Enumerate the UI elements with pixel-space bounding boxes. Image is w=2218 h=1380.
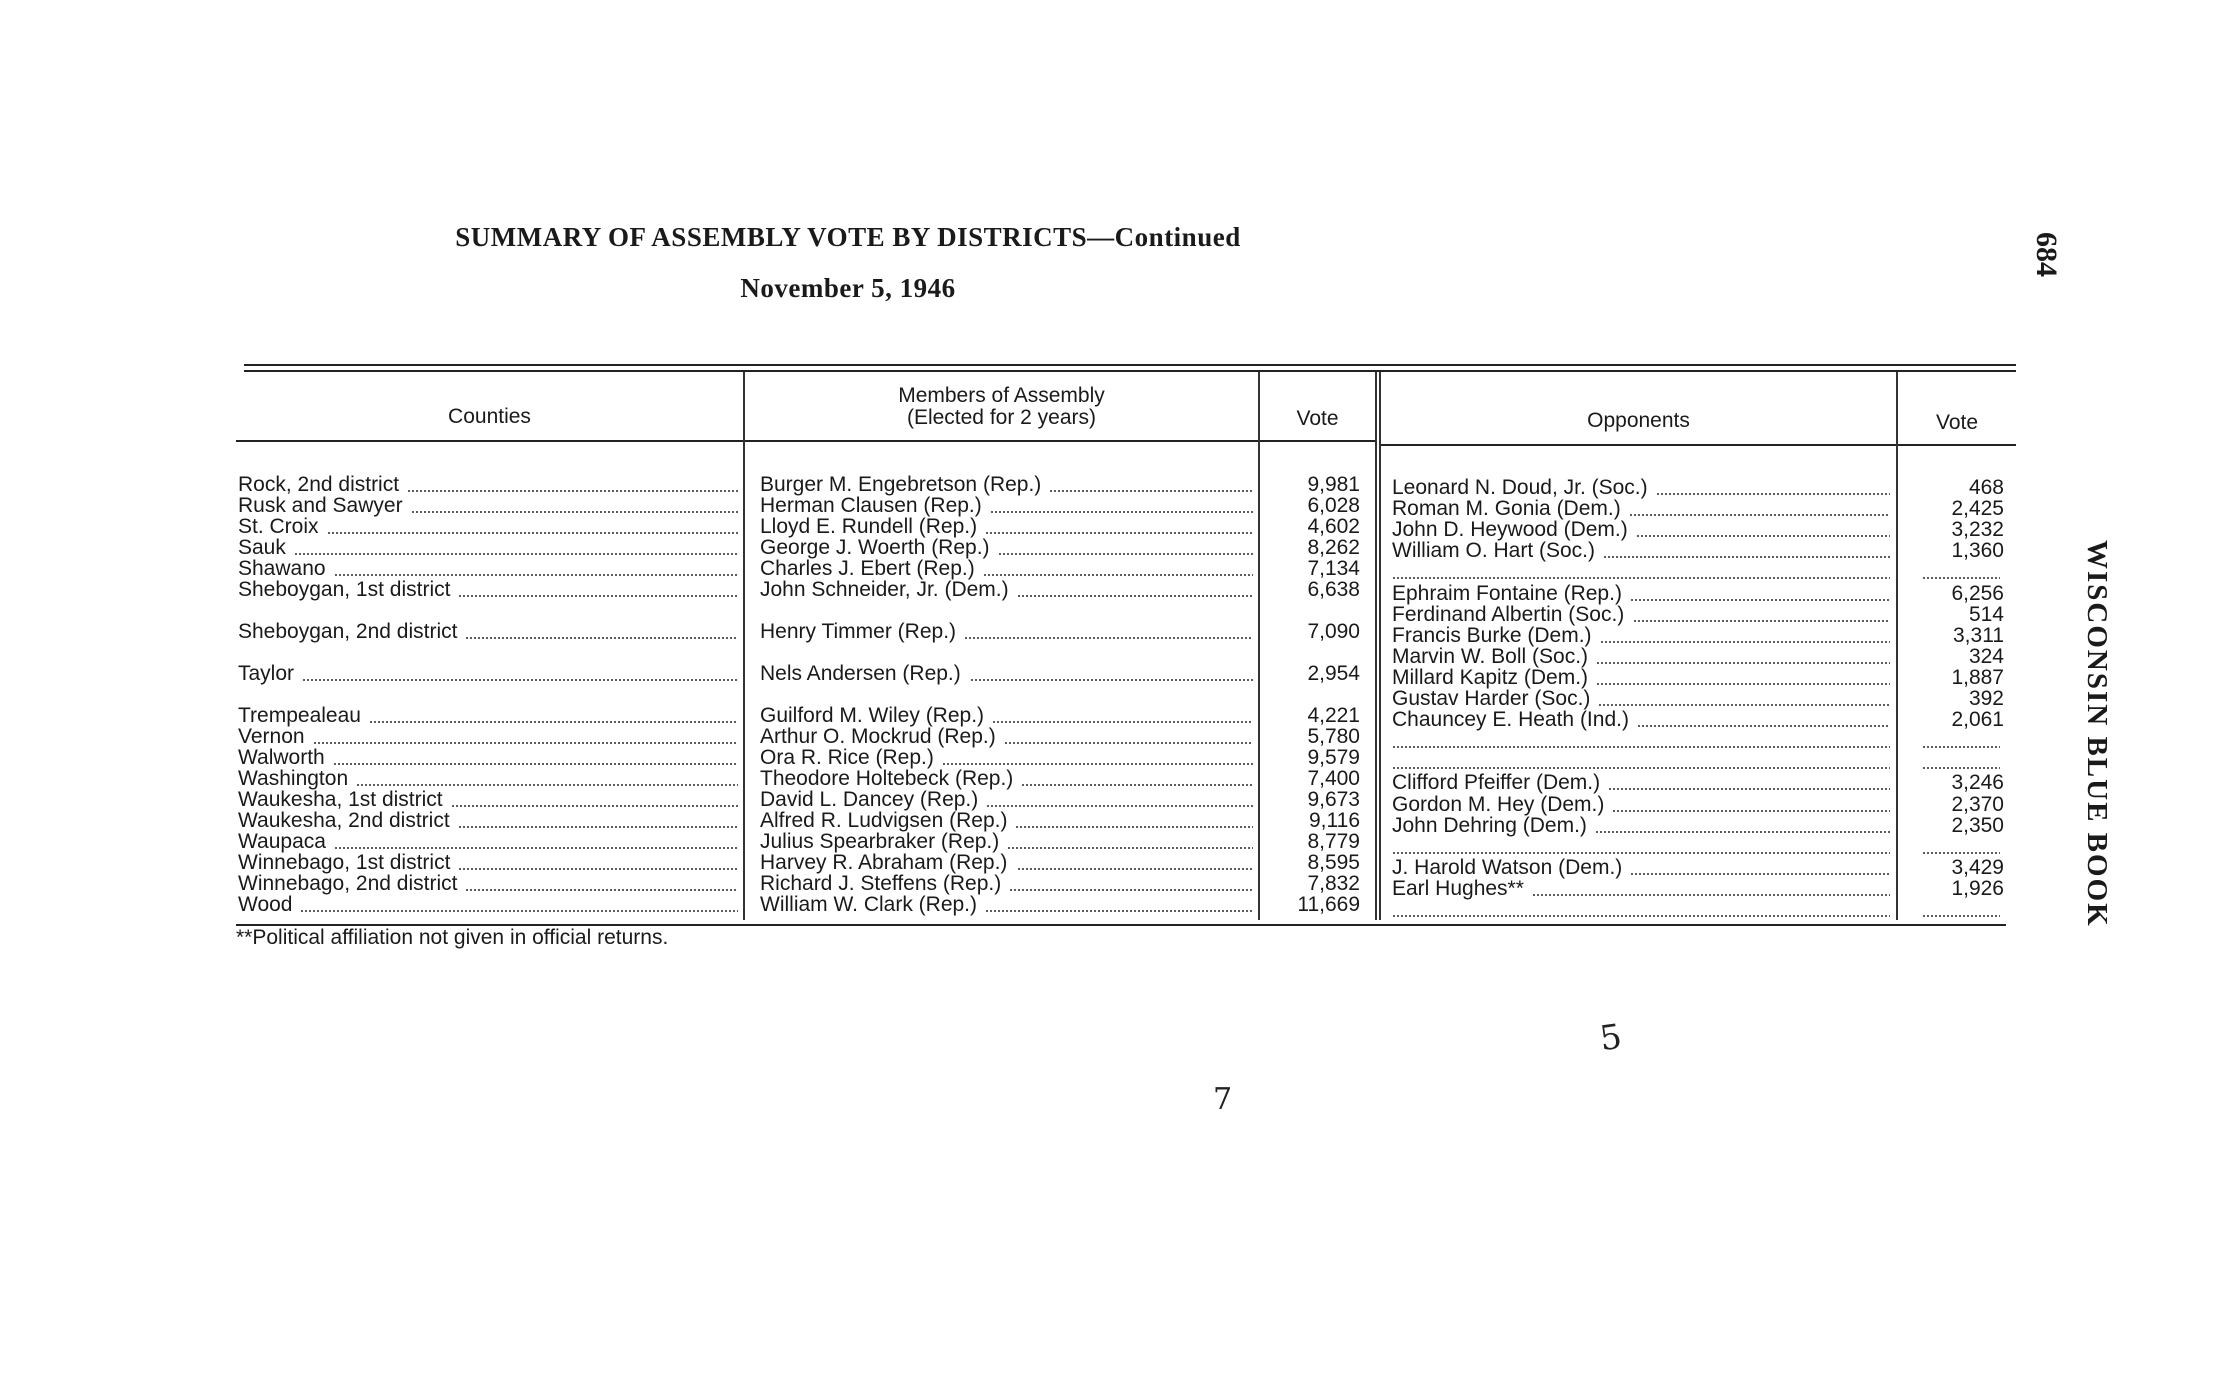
opponent-leader-dots xyxy=(1596,662,1890,664)
county-leader-dots xyxy=(356,784,738,786)
county-leader-dots xyxy=(300,910,738,912)
col-divider-2 xyxy=(1258,372,1260,920)
member-vote: 11,669 xyxy=(1297,893,1360,916)
opponent-name: Chauncey E. Heath (Ind.) xyxy=(1392,708,1629,731)
member-name: Lloyd E. Rundell (Rep.) xyxy=(760,515,978,538)
county-leader-dots xyxy=(465,637,738,639)
county-name: Winnebago, 1st district xyxy=(238,851,451,874)
page-number: 684 xyxy=(2030,232,2063,277)
opponent-vote: 468 xyxy=(1968,476,2004,499)
opponent-leader-dots xyxy=(1656,493,1890,495)
page-date: November 5, 1946 xyxy=(740,273,956,303)
member-name: Ora R. Rice (Rep.) xyxy=(760,746,934,769)
member-vote: 4,602 xyxy=(1307,515,1360,538)
opponent-name: Earl Hughes** xyxy=(1392,877,1524,900)
opponent-name: Francis Burke (Dem.) xyxy=(1392,624,1592,647)
member-leader-dots xyxy=(964,637,1253,639)
member-vote: 9,116 xyxy=(1309,809,1360,832)
county-name: Wood xyxy=(238,893,293,916)
member-vote: 6,028 xyxy=(1307,494,1360,517)
opponent-leader-dots xyxy=(1603,556,1890,558)
member-vote: 8,595 xyxy=(1307,851,1360,874)
col-divider-1 xyxy=(743,372,745,920)
county-leader-dots xyxy=(458,826,738,828)
opponent-leader-dots xyxy=(1630,599,1890,601)
opponent-vote: 324 xyxy=(1968,645,2004,668)
member-leader-dots xyxy=(1049,490,1253,492)
opponent-leader-dots xyxy=(1637,725,1890,727)
county-name: Sheboygan, 1st district xyxy=(238,578,451,601)
county-leader-dots xyxy=(458,595,738,597)
member-leader-dots xyxy=(1009,889,1253,891)
county-name: Sauk xyxy=(238,536,286,559)
member-vote: 8,262 xyxy=(1307,536,1360,559)
opponent-name: J. Harold Watson (Dem.) xyxy=(1392,856,1623,879)
opponent-name: Clifford Pfeiffer (Dem.) xyxy=(1392,771,1601,794)
opponent-name: Ephraim Fontaine (Rep.) xyxy=(1392,582,1622,605)
county-leader-dots xyxy=(334,574,738,576)
county-name: St. Croix xyxy=(238,515,319,538)
member-vote: 7,400 xyxy=(1307,767,1360,790)
county-name: Sheboygan, 2nd district xyxy=(238,620,458,643)
opponent-vote-dots xyxy=(1922,915,2000,917)
county-name: Washington xyxy=(238,767,349,790)
member-leader-dots xyxy=(942,763,1253,765)
member-name: Alfred R. Ludvigsen (Rep.) xyxy=(760,809,1008,832)
opponent-vote: 514 xyxy=(1968,603,2004,626)
member-name: John Schneider, Jr. (Dem.) xyxy=(760,578,1009,601)
top-rule-2 xyxy=(244,370,2016,372)
member-name: Richard J. Steffens (Rep.) xyxy=(760,872,1002,895)
handwritten-mark-2: 7 xyxy=(1213,1082,1233,1117)
member-leader-dots xyxy=(1004,742,1253,744)
member-name: Henry Timmer (Rep.) xyxy=(760,620,957,643)
member-vote: 9,673 xyxy=(1307,788,1360,811)
opponent-leader-dots xyxy=(1596,683,1890,685)
county-leader-dots xyxy=(334,847,738,849)
county-leader-dots xyxy=(313,742,738,744)
member-vote: 6,638 xyxy=(1307,578,1360,601)
member-name: George J. Woerth (Rep.) xyxy=(760,536,990,559)
member-name: Charles J. Ebert (Rep.) xyxy=(760,557,975,580)
member-name: Burger M. Engebretson (Rep.) xyxy=(760,473,1042,496)
opponent-vote-dots xyxy=(1922,746,2000,748)
opponent-name: John Dehring (Dem.) xyxy=(1392,814,1587,837)
header-opponents: Opponents xyxy=(1587,409,1690,432)
opponent-vote-dots xyxy=(1922,767,2000,769)
county-leader-dots xyxy=(294,553,738,555)
opponent-leader-dots xyxy=(1636,535,1890,537)
opponent-vote: 392 xyxy=(1968,687,2004,710)
member-leader-dots xyxy=(992,721,1253,723)
opponent-vote: 3,311 xyxy=(1953,624,2004,647)
opponent-vote: 2,350 xyxy=(1951,814,2004,837)
col-divider-4 xyxy=(1379,372,1381,920)
county-name: Waupaca xyxy=(238,830,326,853)
county-name: Walworth xyxy=(238,746,325,769)
member-vote: 2,954 xyxy=(1307,662,1360,685)
opponent-vote: 3,429 xyxy=(1951,856,2004,879)
member-leader-dots xyxy=(1021,784,1253,786)
opponent-vote: 2,425 xyxy=(1951,497,2004,520)
opponent-vote: 6,256 xyxy=(1951,582,2004,605)
county-leader-dots xyxy=(369,721,738,723)
member-name: Harvey R. Abraham (Rep.) xyxy=(760,851,1008,874)
member-leader-dots xyxy=(1017,595,1253,597)
header-rule-counties xyxy=(236,440,743,442)
opponent-name: Gordon M. Hey (Dem.) xyxy=(1392,793,1605,816)
opponent-leader-dots xyxy=(1392,746,1890,748)
member-leader-dots xyxy=(970,679,1253,681)
opponent-vote: 3,232 xyxy=(1951,518,2004,541)
county-leader-dots xyxy=(458,868,738,870)
member-vote: 7,090 xyxy=(1307,620,1360,643)
member-leader-dots xyxy=(990,511,1253,513)
member-vote: 9,981 xyxy=(1307,473,1360,496)
opponent-name: Ferdinand Albertin (Soc.) xyxy=(1392,603,1625,626)
opponent-vote: 1,926 xyxy=(1951,877,2004,900)
header-members-line1: Members of Assembly xyxy=(898,384,1105,407)
member-name: Guilford M. Wiley (Rep.) xyxy=(760,704,985,727)
county-leader-dots xyxy=(302,679,738,681)
opponent-leader-dots xyxy=(1612,810,1890,812)
member-name: Herman Clausen (Rep.) xyxy=(760,494,982,517)
county-name: Taylor xyxy=(238,662,295,685)
county-leader-dots xyxy=(407,490,738,492)
member-vote: 8,779 xyxy=(1307,830,1360,853)
opponent-leader-dots xyxy=(1630,873,1890,875)
member-name: Arthur O. Mockrud (Rep.) xyxy=(760,725,996,748)
handwritten-mark-1: 5 xyxy=(1597,1016,1625,1060)
header-vote: Vote xyxy=(1296,407,1339,430)
opponent-name: Roman M. Gonia (Dem.) xyxy=(1392,497,1621,520)
member-leader-dots xyxy=(998,553,1253,555)
member-vote: 9,579 xyxy=(1307,746,1360,769)
member-name: David L. Dancey (Rep.) xyxy=(760,788,979,811)
opponent-name: Marvin W. Boll (Soc.) xyxy=(1392,645,1589,668)
header-opp-vote: Vote xyxy=(1935,411,1979,434)
opponent-leader-dots xyxy=(1608,788,1890,790)
opponent-name: John D. Heywood (Dem.) xyxy=(1392,518,1628,541)
county-name: Rusk and Sawyer xyxy=(238,494,403,517)
opponent-vote: 3,246 xyxy=(1951,771,2004,794)
opponent-leader-dots xyxy=(1532,894,1890,896)
header-rule-opp-vote xyxy=(1898,444,2016,446)
county-name: Winnebago, 2nd district xyxy=(238,872,458,895)
opponent-vote: 2,061 xyxy=(1951,708,2004,731)
opponent-leader-dots xyxy=(1600,641,1890,643)
county-name: Trempealeau xyxy=(238,704,361,727)
header-counties: Counties xyxy=(448,405,531,428)
member-leader-dots xyxy=(986,805,1253,807)
col-divider-5 xyxy=(1896,372,1898,920)
member-name: Julius Spearbraker (Rep.) xyxy=(760,830,1000,853)
county-leader-dots xyxy=(333,763,738,765)
header-members-line2: (Elected for 2 years) xyxy=(906,406,1097,429)
member-leader-dots xyxy=(983,574,1253,576)
opponent-vote: 1,887 xyxy=(1951,666,2004,689)
member-vote: 5,780 xyxy=(1307,725,1360,748)
member-vote: 7,832 xyxy=(1307,872,1360,895)
header-rule-members xyxy=(745,440,1258,442)
member-leader-dots xyxy=(985,910,1253,912)
member-vote: 4,221 xyxy=(1307,704,1360,727)
header-rule-opponents xyxy=(1381,444,1896,446)
footnote: **Political affiliation not given in official returns. xyxy=(236,926,669,949)
member-name: William W. Clark (Rep.) xyxy=(760,893,978,916)
opponent-vote: 1,360 xyxy=(1951,539,2004,562)
county-name: Rock, 2nd district xyxy=(238,473,400,496)
opponent-leader-dots xyxy=(1392,577,1890,579)
opponent-vote-dots xyxy=(1922,852,2000,854)
header-rule-vote xyxy=(1260,440,1375,442)
county-name: Waukesha, 1st district xyxy=(238,788,443,811)
opponent-leader-dots xyxy=(1595,831,1890,833)
member-leader-dots xyxy=(985,532,1253,534)
member-leader-dots xyxy=(1017,868,1253,870)
county-leader-dots xyxy=(411,511,738,513)
opponent-name: Gustav Harder (Soc.) xyxy=(1392,687,1591,710)
opponent-vote: 2,370 xyxy=(1951,793,2004,816)
top-rule-1 xyxy=(244,364,2016,366)
county-leader-dots xyxy=(327,532,738,534)
county-name: Waukesha, 2nd district xyxy=(238,809,450,832)
opponent-name: William O. Hart (Soc.) xyxy=(1392,539,1596,562)
book-title: WISCONSIN BLUE BOOK xyxy=(2081,540,2113,928)
opponent-leader-dots xyxy=(1392,915,1890,917)
opponent-leader-dots xyxy=(1633,620,1890,622)
county-leader-dots xyxy=(465,889,738,891)
county-name: Shawano xyxy=(238,557,326,580)
member-leader-dots xyxy=(1007,847,1253,849)
col-divider-3 xyxy=(1375,372,1377,920)
opponent-leader-dots xyxy=(1629,514,1890,516)
member-vote: 7,134 xyxy=(1307,557,1360,580)
opponent-leader-dots xyxy=(1392,767,1890,769)
opponent-name: Millard Kapitz (Dem.) xyxy=(1392,666,1589,689)
county-leader-dots xyxy=(451,805,738,807)
county-name: Vernon xyxy=(238,725,305,748)
page-title: SUMMARY OF ASSEMBLY VOTE BY DISTRICTS—Continued xyxy=(455,222,1241,252)
member-name: Theodore Holtebeck (Rep.) xyxy=(760,767,1014,790)
member-leader-dots xyxy=(1015,826,1253,828)
member-name: Nels Andersen (Rep.) xyxy=(760,662,961,685)
opponent-leader-dots xyxy=(1598,704,1890,706)
opponent-leader-dots xyxy=(1392,852,1890,854)
opponent-name: Leonard N. Doud, Jr. (Soc.) xyxy=(1392,476,1648,499)
opponent-vote-dots xyxy=(1922,577,2000,579)
